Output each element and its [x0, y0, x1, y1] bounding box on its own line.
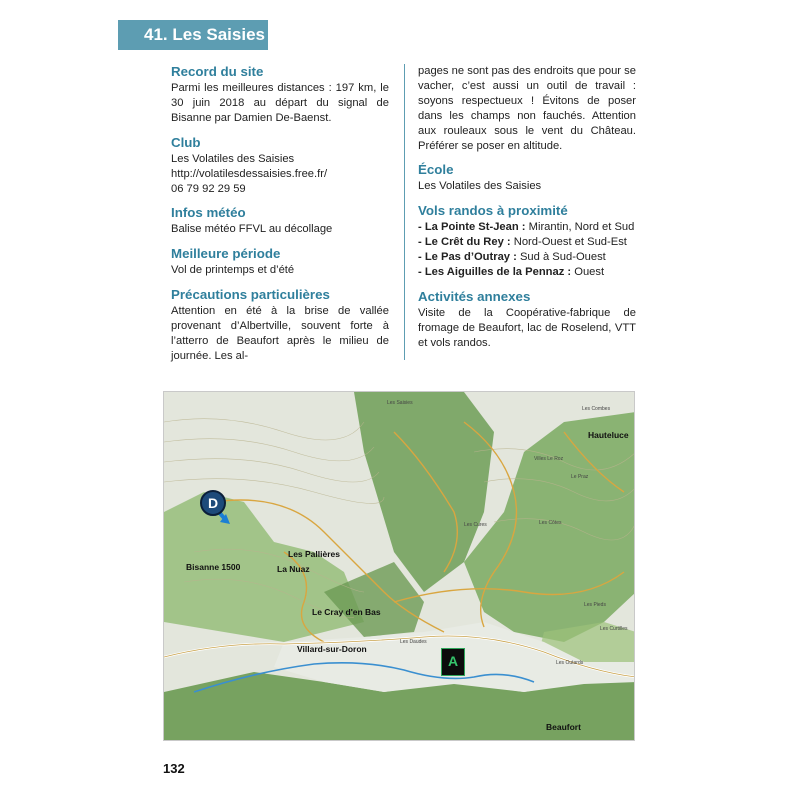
section-title: Activités annexes — [418, 288, 531, 304]
vol-name: - Le Pas d’Outray : — [418, 251, 517, 264]
topographic-map — [163, 391, 635, 741]
map-small-label: Les Cures — [464, 522, 487, 528]
map-label-hauteluce: Hauteluce — [588, 430, 629, 440]
section-club — [171, 135, 389, 197]
vol-dir: Mirantin, Nord et Sud — [525, 221, 635, 234]
section-record — [171, 64, 389, 126]
left-column — [171, 64, 389, 373]
section-periode — [171, 246, 389, 278]
club-url[interactable]: http://volatilesdessaisies.free.fr/ — [171, 167, 328, 180]
section-meteo — [171, 205, 389, 237]
vol-name: - La Pointe St-Jean : — [418, 221, 526, 234]
map-label-bisanne: Bisanne 1500 — [186, 562, 241, 572]
map-label-pallieres: Les Pallières — [288, 549, 340, 559]
section-title: Record du site — [171, 64, 264, 79]
section-precautions — [171, 287, 389, 364]
section-title: Meilleure période — [171, 246, 281, 262]
activites-text: Visite de la Coopérative-fabrique de fromage de Beaufort, lac de Roselend, VTT et vols randos. — [418, 306, 636, 349]
section-title: École — [418, 162, 454, 178]
section-ecole — [418, 162, 636, 194]
vol-name: - Le Crêt du Rey : — [418, 236, 511, 249]
club-name: Les Volatiles des Saisies — [171, 152, 295, 165]
map-label-villard: Villard-sur-Doron — [297, 644, 367, 654]
club-phone: 06 79 92 29 59 — [171, 182, 246, 195]
vol-dir: Sud à Sud-Ouest — [516, 251, 606, 264]
vol-item — [418, 265, 636, 280]
section-title: Club — [171, 134, 201, 150]
map-label-cray: Le Cray d'en Bas — [312, 607, 381, 617]
landing-marker: A — [441, 648, 465, 676]
takeoff-marker: D — [200, 490, 226, 516]
map-small-label: Les Combes — [582, 406, 611, 412]
map-label-beaufort: Beaufort — [546, 722, 581, 732]
vol-item — [418, 220, 636, 235]
section-vols — [418, 203, 636, 280]
vol-dir: Nord-Ouest et Sud-Est — [510, 236, 627, 249]
section-title: Infos météo — [171, 205, 246, 221]
section-title: Vols randos à proximité — [418, 203, 568, 219]
page-number: 132 — [163, 761, 185, 776]
section-activites — [418, 289, 636, 351]
map-small-label: Les Curtilles — [600, 626, 628, 632]
map-small-label: Villes Le Roz — [534, 456, 564, 462]
periode-text: Vol de printemps et d’été — [171, 264, 295, 277]
vol-dir: Ouest — [571, 266, 605, 279]
vol-name: - Les Aiguilles de la Pennaz : — [418, 266, 572, 279]
column-divider — [404, 64, 405, 360]
meteo-text: Balise météo FFVL au décollage — [171, 223, 333, 236]
map-small-label: Les Saisies — [387, 400, 413, 406]
precautions-cont-text: pages ne sont pas des endroits que pour se vacher, c’est aussi un outil de travail : soyons respectueux ! Évitons de poser dans les champs non fauchés. Attention aux rouleaux sous le vent du Château. Préférer se poser en altitude. — [418, 65, 636, 152]
section-title: Précautions particulières — [171, 287, 330, 303]
map-small-label: Le Praz — [571, 474, 589, 480]
map-small-label: Les Daudes — [400, 639, 427, 645]
record-text: Parmi les meilleures distances : 197 km, le 30 juin 2018 au départ du signal de Bisanne par Damien De-Baenst. — [171, 82, 389, 124]
vol-item — [418, 235, 636, 250]
map-small-label: Les Côtes — [539, 520, 562, 526]
ecole-text: Les Volatiles des Saisies — [418, 180, 542, 193]
vol-item — [418, 250, 636, 265]
map-label-nuaz: La Nuaz — [277, 564, 310, 574]
chapter-title: 41. Les Saisies — [118, 20, 268, 50]
right-column — [418, 64, 636, 360]
map-small-label: Les Pieds — [584, 602, 606, 608]
section-precautions-cont — [418, 64, 636, 153]
map-small-label: Les Outards — [556, 660, 584, 666]
precautions-text: Attention en été à la brise de vallée provenant d’Albertville, souvent forte à l’atterro de Beaufort après le milieu de journée. Les al- — [171, 305, 389, 362]
